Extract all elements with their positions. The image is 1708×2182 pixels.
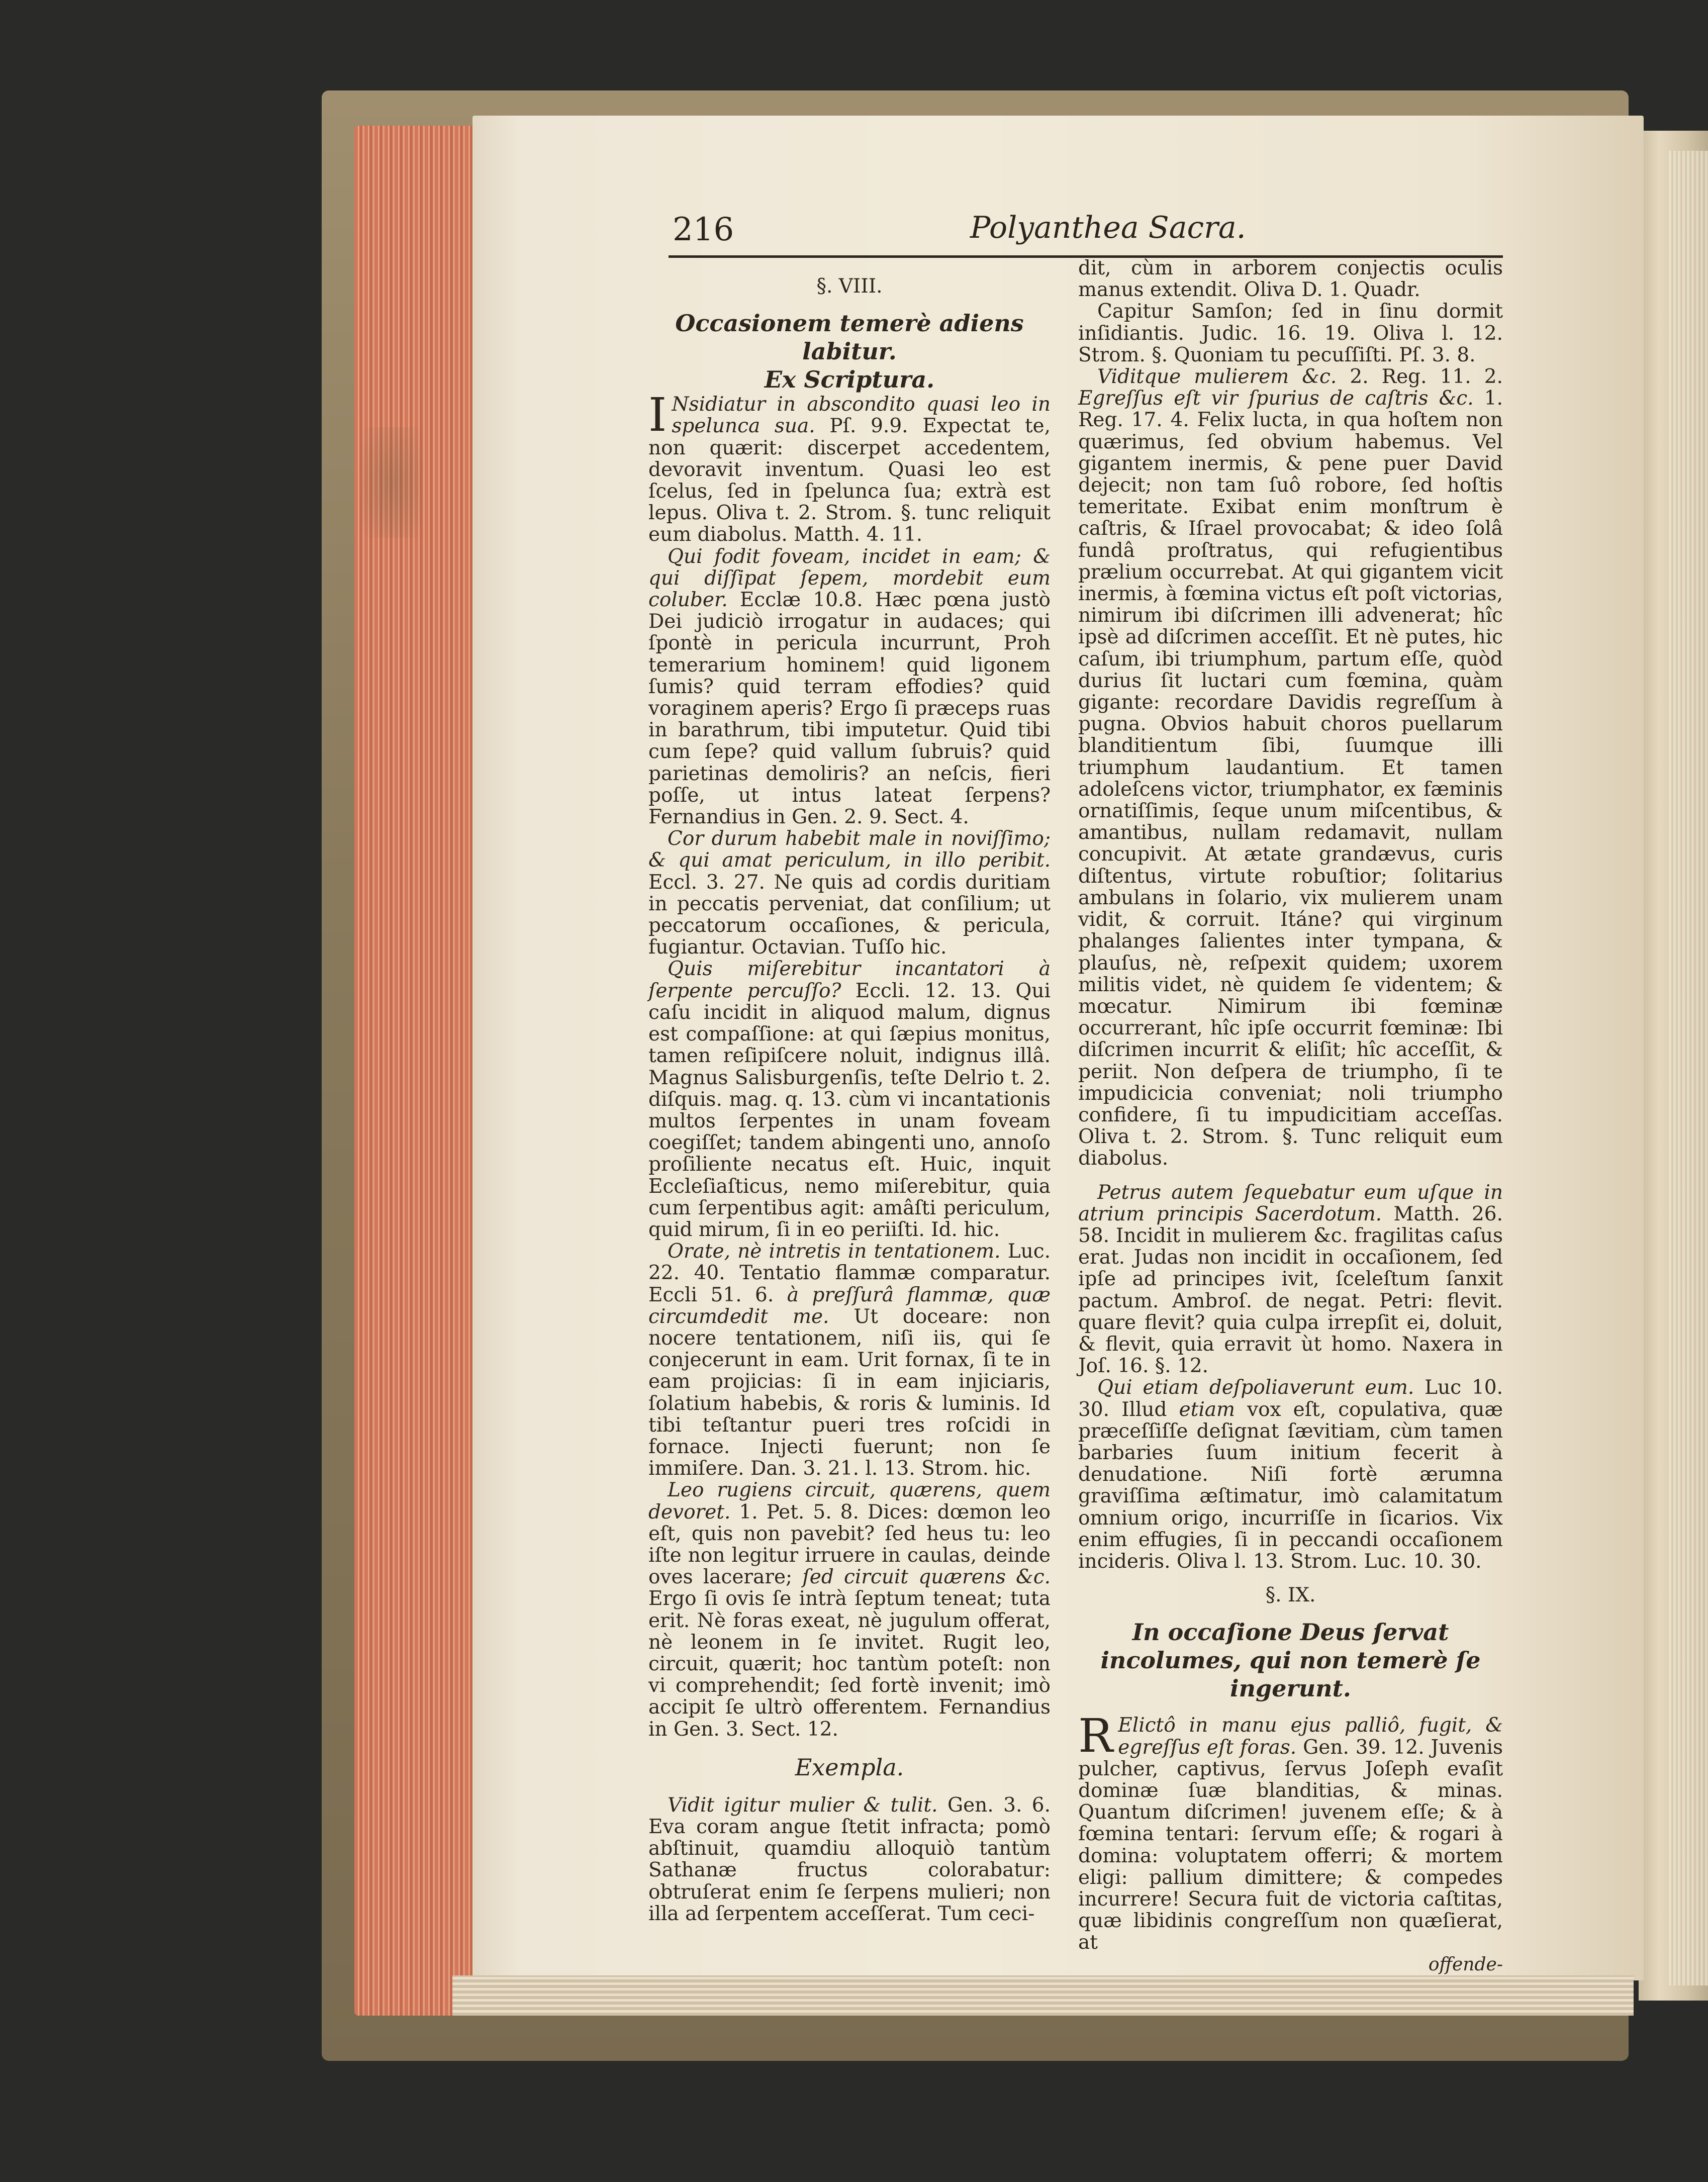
scripture-quote: ſed circuit quærens &c. [802,1566,1051,1589]
commentary: Gen. 3. 6. Eva coram angue ſtetit infracta; pomò abſtinuit, quamdiu alloquiò tantùm Sathanæ fructus colorabatur: obtruſerat enim ſe ſerpens mulieri; non illa ad ſerpentem acceſſerat. Tum ceci- [648,1793,1051,1925]
section-mark: §. VIII. [816,275,883,298]
scripture-quote: Elictô in manu ejus palliô, fugit, & egreſſus eſt foras. [1118,1714,1503,1759]
commentary: Eccli. 12. 13. Qui caſu incidit in aliquod malum, dignus est compaſſione: at qui ſæpius monitus, tamen reſipiſcere noluit, indignus illâ. Magnus Salisburgenſis, teſte Delrio t. 2. diſquis. mag. q. 13. cùm vi incantationis multos ſerpentes in unam foveam coegiſſet; tandem abingenti uno, annoſo proſiliente necatus eſt. Huic, inquit Eccleſiaſticus, nemo miſerebitur, quia cum ſerpentibus agit: amâſti periculum, quid mirum, ſi in eo periiſti. Id. hic. [648,979,1051,1241]
paragraph [1078,1182,1503,1377]
commentary: Luc. 22. 40. Tentatio flammæ comparatur. Eccli 51. 6. [648,1240,1051,1306]
scripture-quote: Petrus autem ſequebatur eum uſque in atrium principis Sacerdotum. [1078,1181,1503,1225]
paragraph [648,1241,1051,1479]
scripture-quote: Egreſſus eſt vir ſpurius de caſtris &c. [1078,387,1474,410]
section-heading: Occasionem temerè adiens labitur. [675,310,1024,365]
paragraph [1078,1377,1503,1572]
left-column [648,275,1051,1925]
page-bottom-edge [452,1975,1634,2016]
paragraph [1078,366,1503,1170]
running-title: Polyanthea Sacra. [970,210,1246,245]
page-fore-edge [354,126,488,2016]
commentary: Matth. 26. 58. Incidit in mulierem &c. fragilitas caſus erat. Judas non incidit in occaſionem, ſed ipſe ad principes ivit, ſceleſtum ſanxit pactum. Ambroſ. de negat. Petri: flevit. quare flevit? quia culpa irrepſit ei, doluit, & flevit, quia erravit ùt homo. Naxera in Joſ. 16. §. 12. [1078,1202,1503,1378]
scripture-quote: Viditque mulierem &c. [1097,365,1337,389]
scripture-quote: Quis miſerebitur incantatori à ſerpente percuſſo? [648,958,1051,1002]
scripture-quote: Nsidiatur in abscondito quasi leo in spelunca sua. [672,393,1051,438]
commentary: Ecclæ 10.8. Hæc pœna justò Dei judiciò irrogatur in audaces; qui ſpontè in pericula incurrunt, Proh temerarium hominem! quid ligonem ſumis? quid terram effodies? quid voraginem aperis? Ergo ſi præceps ruas in barathrum, tibi imputetur. Quid tibi cum ſepe? quid vallum ſubruis? quid parietinas demoliris? an neſcis, fieri poſſe, ut intus lateat ſerpens? Fernandius in Gen. 2. 9. Sect. 4. [648,589,1051,829]
paragraph [648,1479,1051,1740]
paragraph: dit, cùm in arborem conjectis oculis manus extendit. Oliva D. 1. Quadr. [1078,257,1503,302]
commentary: Ut doceare: non nocere tentationem, niſi iis, qui ſe conjecerunt in eam. Urit fornax, ſi te in eam projicias: ſi in eam injiciaris, ſolatium habebis, & roris & luminis. Id tibi teſtantur pueri tres roſcidi in fornace. Injecti fuerunt; non ſe immiſere. Dan. 3. 21. l. 13. Strom. hic. [648,1305,1051,1480]
paragraph: Capitur Samſon; ſed in ſinu dormit inſidiantis. Judic. 16. 19. Oliva l. 12. Strom. §. Quoniam tu pecuſſiſti. Pſ. 3. 8. [1078,300,1503,366]
commentary: vox eſt, copulativa, quæ præceſſiſſe deſignat ſævitiam, cùm tamen barbaries ſuum initium fecerit à denudatione. Niſi fortè ærumna graviſſima æſtimatur, imò calamitatum omnium origo, incurriſſe in ſicarios. Vix enim effugies, ſi in peccandi occaſionem incideris. Oliva l. 13. Strom. Luc. 10. 30. [1078,1398,1503,1573]
section-subheading: Ex Scriptura. [764,366,935,394]
scripture-quote: Orate, nè intretis in tentationem. [668,1240,1001,1263]
section-heading: In occaſione Deus ſervat incolumes, qui non temerè ſe ingerunt. [1100,1619,1481,1702]
paragraph [648,1794,1051,1925]
right-column [1078,257,1503,1975]
commentary: 1. Pet. 5. 8. Dices: dœmon leo eſt, quis non pavebit? ſed heus tu: leo iſte non legitur irruere in caulas, deinde oves lacerare; [648,1500,1051,1589]
scripture-quote: Qui fodit foveam, incidet in eam; & qui diſſipat ſepem, mordebit eum coluber. [648,545,1051,612]
drop-cap: R [1078,1709,1113,1763]
scripture-quote: Leo rugiens circuit, quærens, quem devoret. [648,1479,1051,1524]
commentary: Luc 10. 30. Illud [1078,1376,1503,1421]
cover-stain [362,427,422,538]
commentary: 1. Reg. 17. 4. Felix lucta, in qua hoſtem non quærimus, ſed obvium habemus. Vel gigantem inermis, & pene puer David dejecit; non tam ſuô robore, ſed hoſtis temeritate. Exibat enim monſtrum è caſtris, & Iſrael provocabat; & ideo ſolâ fundâ proſtratus, qui refugientibus prælium occurrebat. At qui gigantem vicit inermis, à fœmina victus eſt poſt victorias, nimirum ibi diſcrimen illi advenerat; hîc ipsè ad diſcrimen acceſſit. Et nè putes, hic caſum, ibi triumphum, partum eſſe, quòd durius ſit luctari cum fœmina, quàm gigante: recordare Davidis regreſſum à pugna. Obvios habuit choros puellarum blanditientum ſibi, ſuumque illi triumphum laudantium. Et tamen adoleſcens victor, triumphator, ex fæminis ornatiſſimis, ſeque unum miſcentibus, & amantibus, nullam redamavit, nullam concupivit. At ætate grandævus, curis diſtentus, virtute robuſtior; ſolitarius ambulans in ſolario, vix mulierem unam vidit, & corruit. Itáne? qui virginum phalanges ſalientes inter tympana, & plauſus, nè, reſpexit quidem; uxorem militis videt, nè quidem ſe videntem; & mœcatur. Nimirum ibi fœminæ occurrerant, hîc ipſe occurrit fœminæ: Ibi diſcrimen incurrit & eliſit; hîc acceſſit, & periit. Non deſpera de triumpho, ſi te impudicicia conveniat; noli triumpho confidere, ſi tu impudicitiam acceſſas. Oliva t. 2. Strom. §. Tunc reliquit eum diabolus. [1078,387,1503,1170]
facing-page-layers [1669,151,1708,1985]
scripture-quote: etiam [1179,1398,1236,1421]
section-mark: §. IX. [1265,1584,1316,1607]
scripture-quote: Cor durum habebit male in noviſſimo; & qui amat periculum, in illo peribit. [648,827,1051,872]
scripture-quote: à preſſurâ flammæ, quæ circumdedit me. [648,1283,1051,1328]
paragraph [1078,1709,1503,1954]
scripture-quote: Qui etiam deſpoliaverunt eum. [1097,1376,1414,1399]
paragraph [648,958,1051,1241]
exempla-heading: Exempla. [795,1753,904,1781]
paragraph [648,546,1051,828]
commentary: 2. Reg. 11. 2. [1350,365,1503,389]
paragraph [648,388,1051,546]
page-number: 216 [673,211,734,248]
scripture-quote: Vidit igitur mulier & tulit. [668,1793,938,1817]
drop-cap: I [648,388,667,442]
commentary: Eccl. 3. 27. Ne quis ad cordis duritiam in peccatis perveniat, dat conſilium; ut peccatorum occaſiones, & pericula, fugiantur. Octavian. Tuſſo hic. [648,871,1051,959]
commentary: Pſ. 9.9. Expectat te, non quærit: discerpet accedentem, devoravit inventum. Quasi leo est ſcelus, ſed in ſpelunca ſua; extrà est lepus. Oliva t. 2. Strom. §. tunc reliquit eum diabolus. Matth. 4. 11. [648,415,1051,546]
catchword: offende- [1428,1954,1503,1975]
paragraph [648,828,1051,958]
commentary: Ergo ſi ovis ſe intrà ſeptum teneat; tuta erit. Nè foras exeat, nè jugulum offerat, nè leonem in ſe invitet. Rugit leo, circuit, quærit; hoc tantùm poteſt: non vi comprehendit; ſed fortè invenit; imò accipit ſe ultrò offerentem. Fernandius in Gen. 3. Sect. 12. [648,1587,1051,1741]
commentary: Gen. 39. 12. Juvenis pulcher, captivus, ſervus Joſeph evaſit dominæ ſuæ blanditias, & minas. Quantum diſcrimen! juvenem eſſe; & à fœmina tentari: ſervum eſſe; & rogari à domina: voluptatem offerri; & mortem eligi: pallium dimittere; & compedes incurrere! Secura fuit de victoria caſtitas, quæ libidinis congreſſum non quæſierat, at [1078,1736,1503,1954]
